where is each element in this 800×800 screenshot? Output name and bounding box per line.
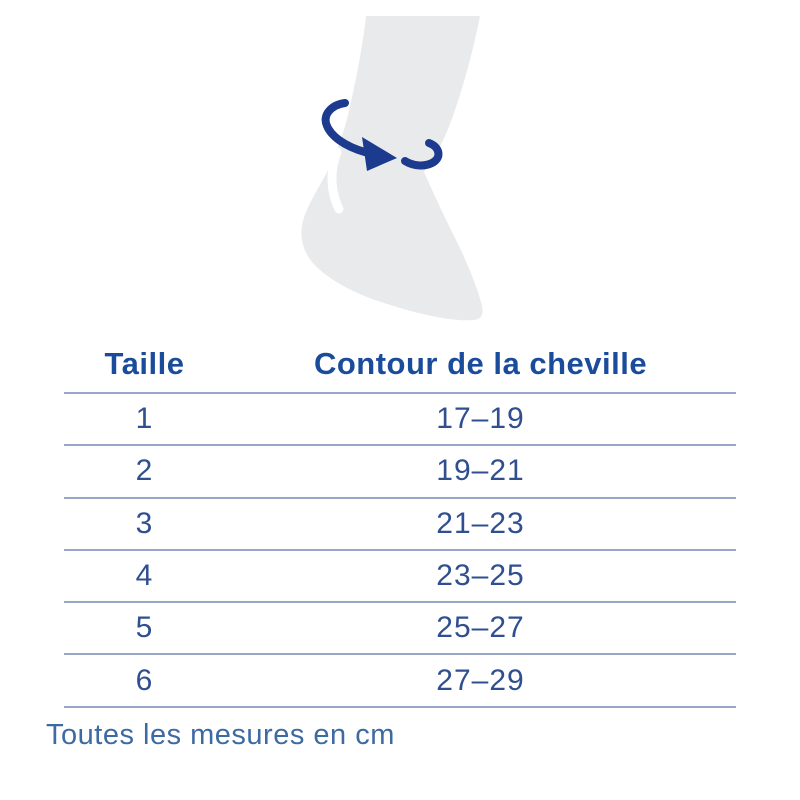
table-row: [64, 445, 736, 497]
header-row: [64, 335, 736, 393]
range-cell: 27–29: [225, 654, 736, 706]
size-cell: 3: [64, 498, 225, 550]
size-cell: 6: [64, 654, 225, 706]
table-row: [64, 550, 736, 602]
table-row: [64, 654, 736, 706]
size-cell: 2: [64, 445, 225, 497]
table-row: [64, 498, 736, 550]
ankle-illustration: [0, 0, 800, 335]
range-cell: 23–25: [225, 550, 736, 602]
table-row: [64, 393, 736, 445]
measurement-unit-note: Toutes les mesures en cm: [46, 718, 395, 751]
range-cell: 19–21: [225, 445, 736, 497]
table-row: [64, 602, 736, 654]
size-table-header: [64, 335, 736, 393]
column-header-circumference: Contour de la cheville: [225, 335, 736, 393]
ankle-illustration-svg: [0, 0, 800, 335]
range-cell: 21–23: [225, 498, 736, 550]
size-cell: 4: [64, 550, 225, 602]
range-cell: 25–27: [225, 602, 736, 654]
size-cell: 5: [64, 602, 225, 654]
column-header-size: Taille: [64, 335, 225, 393]
size-table: [64, 335, 736, 708]
size-cell: 1: [64, 393, 225, 445]
size-table-body: [64, 393, 736, 707]
range-cell: 17–19: [225, 393, 736, 445]
